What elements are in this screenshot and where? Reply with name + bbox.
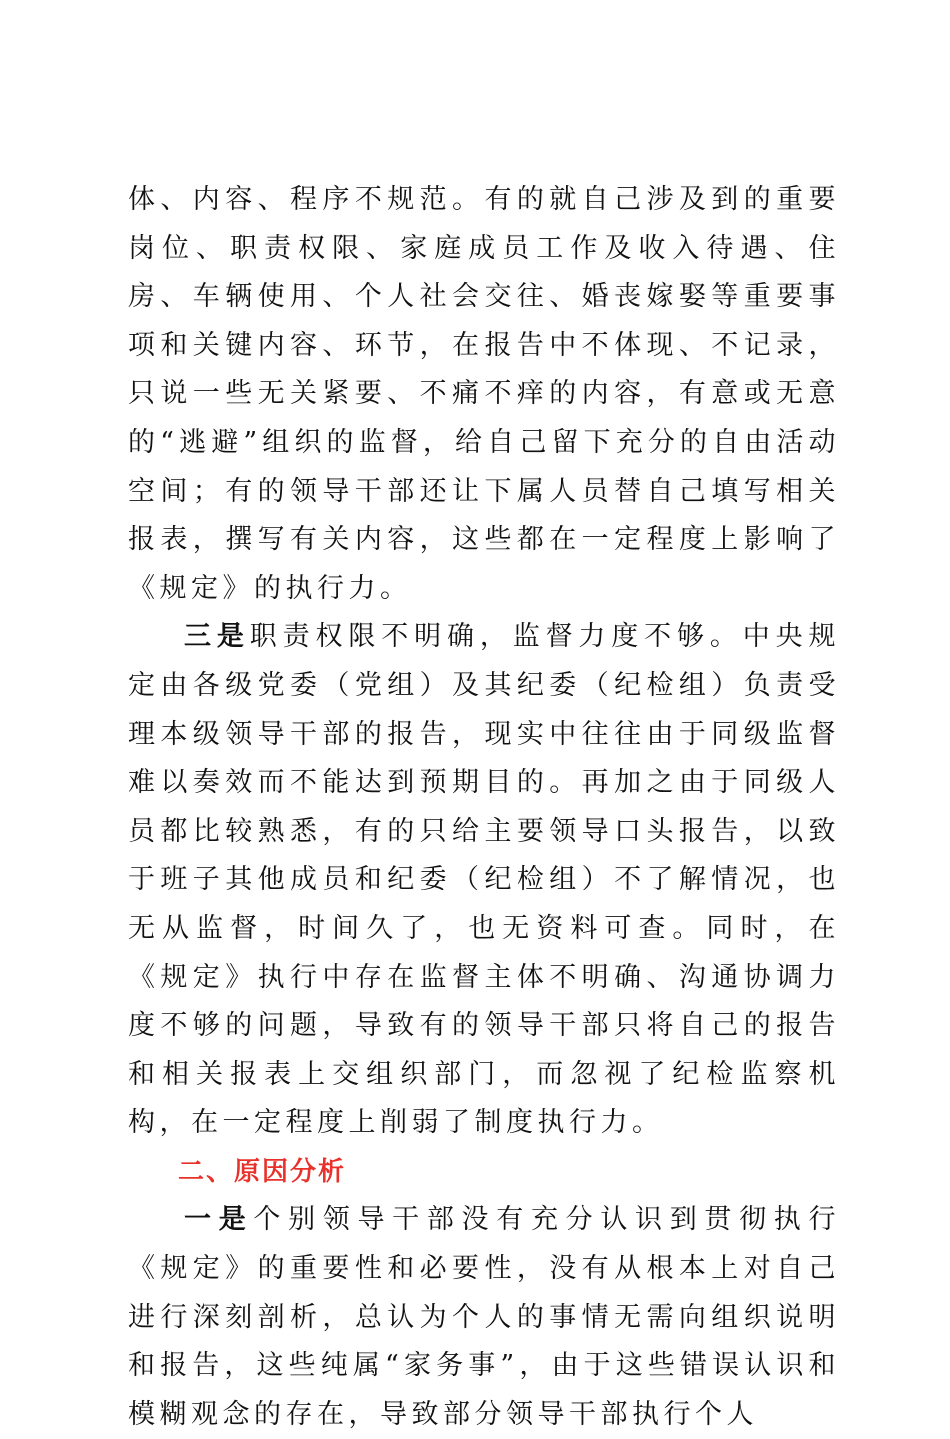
paragraph-point-three-text: 职责权限不明确，监督力度不够。中央规定由各级党委（党组）及其纪委（纪检组）负责受理本级领导干部的报告，现实中往往由于同级监督难以奏效而不能达到预期目的。再加之由于同级人员都比较熟悉，有的只给主要领导口头报告，以致于班子其他成员和纪委（纪检组）不了解情况，也无从监督，时间久了，也无资料可查。同时，在《规定》执行中存在监督主体不明确、沟通协调力度不够的问题，导致有的领导干部只将自己的报告和相关报表上交组织部门，而忽视了纪检监察机构，在一定程度上削弱了制度执行力。 [128, 621, 841, 1139]
paragraph-point-one-text: 个别领导干部没有充分认识到贯彻执行《规定》的重要性和必要性，没有从根本上对自己进行深刻剖析，总认为个人的事情无需向组织说明和报告，这些纯属“家务事”，由于这些错误认识和模糊观念的存在，导致部分领导干部执行个人 [128, 1204, 841, 1430]
paragraph-point-three-lead: 三是 [184, 621, 250, 653]
paragraph-point-three [128, 613, 840, 1148]
paragraph-point-one [128, 1196, 840, 1439]
section-heading [128, 1148, 840, 1197]
paragraph-point-one-lead: 一是 [184, 1204, 254, 1236]
paragraph-continuation-text: 体、内容、程序不规范。有的就自己涉及到的重要岗位、职责权限、家庭成员工作及收入待遇、住房、车辆使用、个人社会交往、婚丧嫁娶等重要事项和关键内容、环节，在报告中不体现、不记录，只说一些无关紧要、不痛不痒的内容，有意或无意的“逃避”组织的监督，给自己留下充分的自由活动空间；有的领导干部还让下属人员替自己填写相关报表，撰写有关内容，这些都在一定程度上影响了《规定》的执行力。 [128, 184, 840, 604]
paragraph-continuation [128, 176, 840, 613]
document-body [128, 176, 840, 1439]
section-heading-text: 二、原因分析 [178, 1156, 347, 1187]
